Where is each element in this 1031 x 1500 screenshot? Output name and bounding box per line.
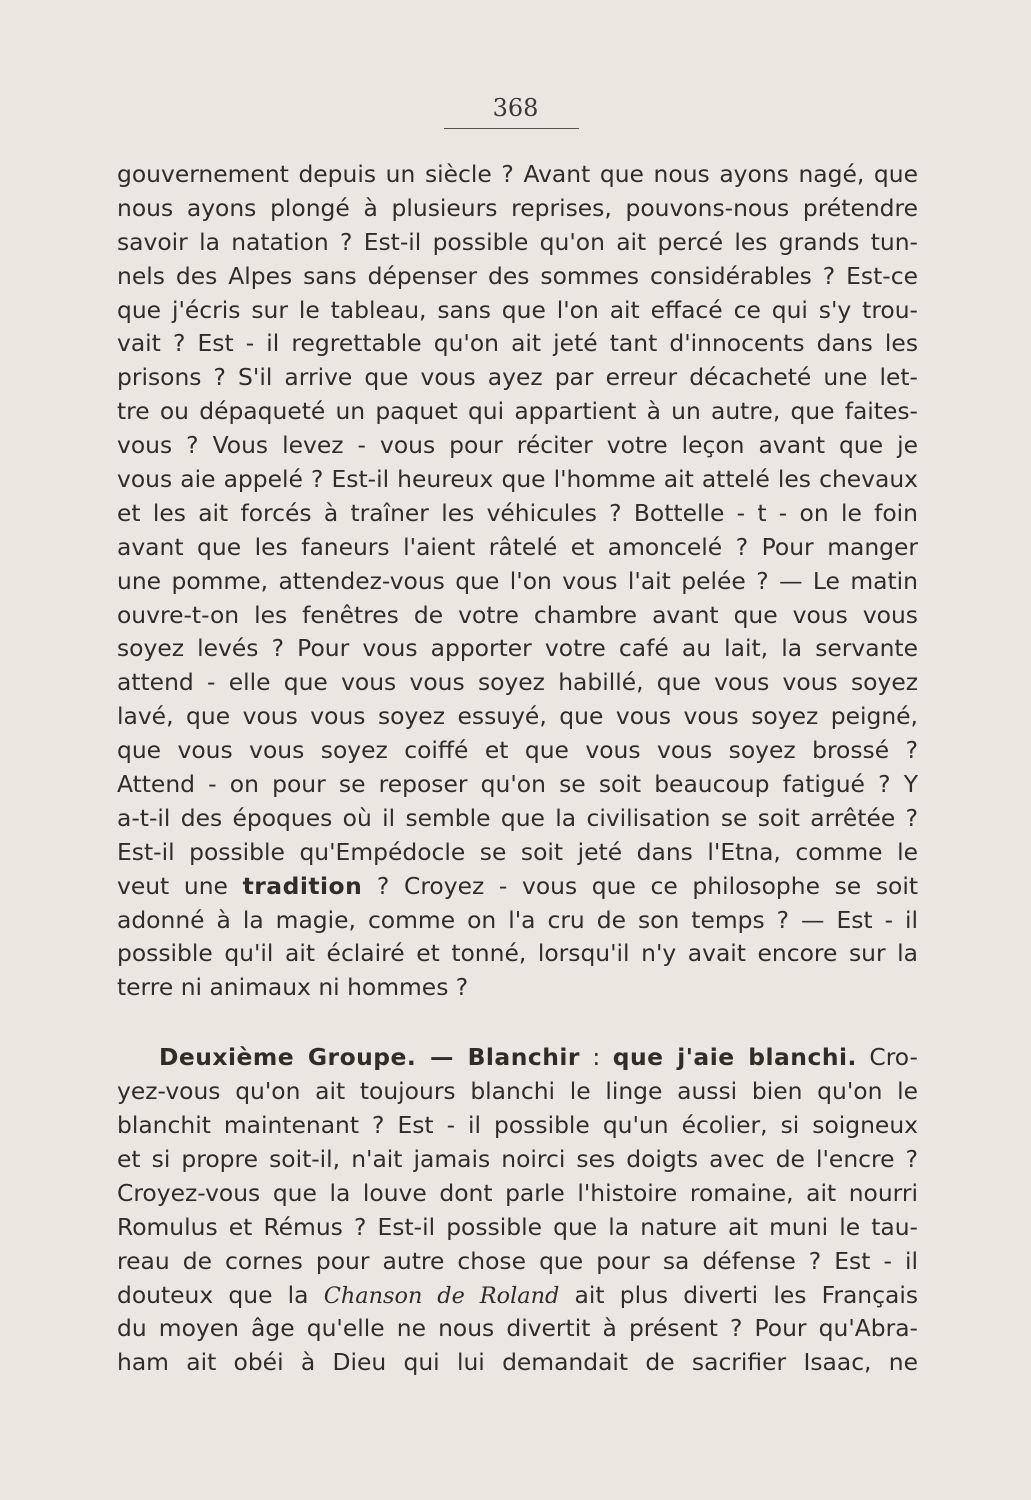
heading-dash: —: [416, 1043, 468, 1072]
text-line: vait ? Est - il regrettable qu'on ait jeté tant d'innocents dans les: [117, 329, 918, 358]
text-line: Attend - on pour se reposer qu'on se soit beaucoup fatigué ? Y: [117, 770, 918, 799]
text-line: savoir la natation ? Est-il possible qu'on ait percé les grands tun-: [117, 227, 918, 256]
italic-title: Chanson de Roland: [323, 1282, 560, 1309]
text-run: Cro-: [856, 1043, 918, 1072]
section-heading-line: [117, 1041, 918, 1075]
body-text: [117, 158, 918, 1380]
text-line: et les ait forcés à traîner les véhicules ? Bottelle - t - on le foin: [117, 498, 918, 527]
text-line: Romulus et Rémus ? Est-il possible que la nature ait muni le tau-: [117, 1212, 918, 1241]
text-line: adonné à la magie, comme on l'a cru de son temps ? — Est - il: [117, 905, 918, 934]
bold-term: tradition: [242, 871, 363, 900]
text-line: Croyez-vous que la louve dont parle l'histoire romaine, ait nourri: [117, 1178, 918, 1207]
text-line: que vous vous soyez coiffé et que vous vous soyez brossé ?: [117, 736, 918, 765]
text-line: ham ait obéi à Dieu qui lui demandait de sacrifier Isaac, ne: [117, 1348, 918, 1377]
text-line: attend - elle que vous vous soyez habillé, que vous vous soyez: [117, 668, 918, 697]
text-line: terre ni animaux ni hommes ?: [117, 973, 469, 1002]
paragraph-gap: [117, 1005, 918, 1041]
header-rule: [444, 128, 579, 129]
text-line: lavé, que vous vous soyez essuyé, que vous vous soyez peigné,: [117, 702, 918, 731]
text-line: et si propre soit-il, n'ait jamais noirci ses doigts avec de l'encre ?: [117, 1144, 918, 1173]
text-line: du moyen âge qu'elle ne nous divertit à présent ? Pour qu'Abra-: [117, 1314, 918, 1343]
text-line-with-bold: [117, 870, 918, 904]
text-line: nels des Alpes sans dépenser des sommes considérables ? Est-ce: [117, 261, 918, 290]
text-line: Est-il possible qu'Empédocle se soit jeté dans l'Etna, comme le: [117, 837, 918, 866]
text-line: vous aie appelé ? Est-il heureux que l'homme ait attelé les chevaux: [117, 465, 918, 494]
heading-colon: :: [579, 1043, 613, 1072]
text-line: que j'écris sur le tableau, sans que l'on ait effacé ce qui s'y trou-: [117, 295, 918, 324]
text-line: une pomme, attendez-vous que l'on vous l'ait pelée ? — Le matin: [117, 566, 918, 595]
page-number: 368: [492, 94, 539, 122]
text-line: reau de cornes pour autre chose que pour sa défense ? Est - il: [117, 1246, 918, 1275]
text-line-with-italic: [117, 1279, 918, 1313]
text-line: gouvernement depuis un siècle ? Avant que nous ayons nagé, que: [117, 160, 918, 188]
group-heading: Deuxième Groupe.: [159, 1043, 417, 1072]
text-run: ? Croyez - vous que ce philosophe se soit: [362, 871, 918, 900]
text-line: a-t-il des époques où il semble que la civilisation se soit arrêtée ?: [117, 803, 918, 832]
text-line: prisons ? S'il arrive que vous ayez par erreur décacheté une let-: [117, 363, 918, 392]
text-line: possible qu'il ait éclairé et tonné, lorsqu'il n'y avait encore sur la: [117, 939, 918, 968]
text-line: soyez levés ? Pour vous apporter votre café au lait, la servante: [117, 634, 918, 663]
text-line: avant que les faneurs l'aient râtelé et amoncelé ? Pour manger: [117, 532, 918, 561]
paragraph-1: [117, 158, 918, 1005]
text-run: douteux que la: [117, 1280, 324, 1309]
text-line: ouvre-t-on les fenêtres de votre chambre avant que vous vous: [117, 600, 918, 629]
paragraph-2: [117, 1041, 918, 1380]
text-run: ait plus diverti les Français: [559, 1280, 918, 1309]
text-line: vous ? Vous levez - vous pour réciter votre leçon avant que je: [117, 431, 918, 460]
example-heading: que j'aie blanchi.: [612, 1043, 857, 1072]
verb-heading: Blanchir: [467, 1043, 580, 1072]
text-line: nous ayons plongé à plusieurs reprises, pouvons-nous prétendre: [117, 193, 918, 222]
text-line: tre ou dépaqueté un paquet qui appartient à un autre, que faites-: [117, 397, 918, 426]
text-line: blanchit maintenant ? Est - il possible qu'un écolier, si soigneux: [117, 1111, 918, 1140]
text-line: yez-vous qu'on ait toujours blanchi le linge aussi bien qu'on le: [117, 1077, 918, 1106]
text-run: veut une: [117, 871, 243, 900]
